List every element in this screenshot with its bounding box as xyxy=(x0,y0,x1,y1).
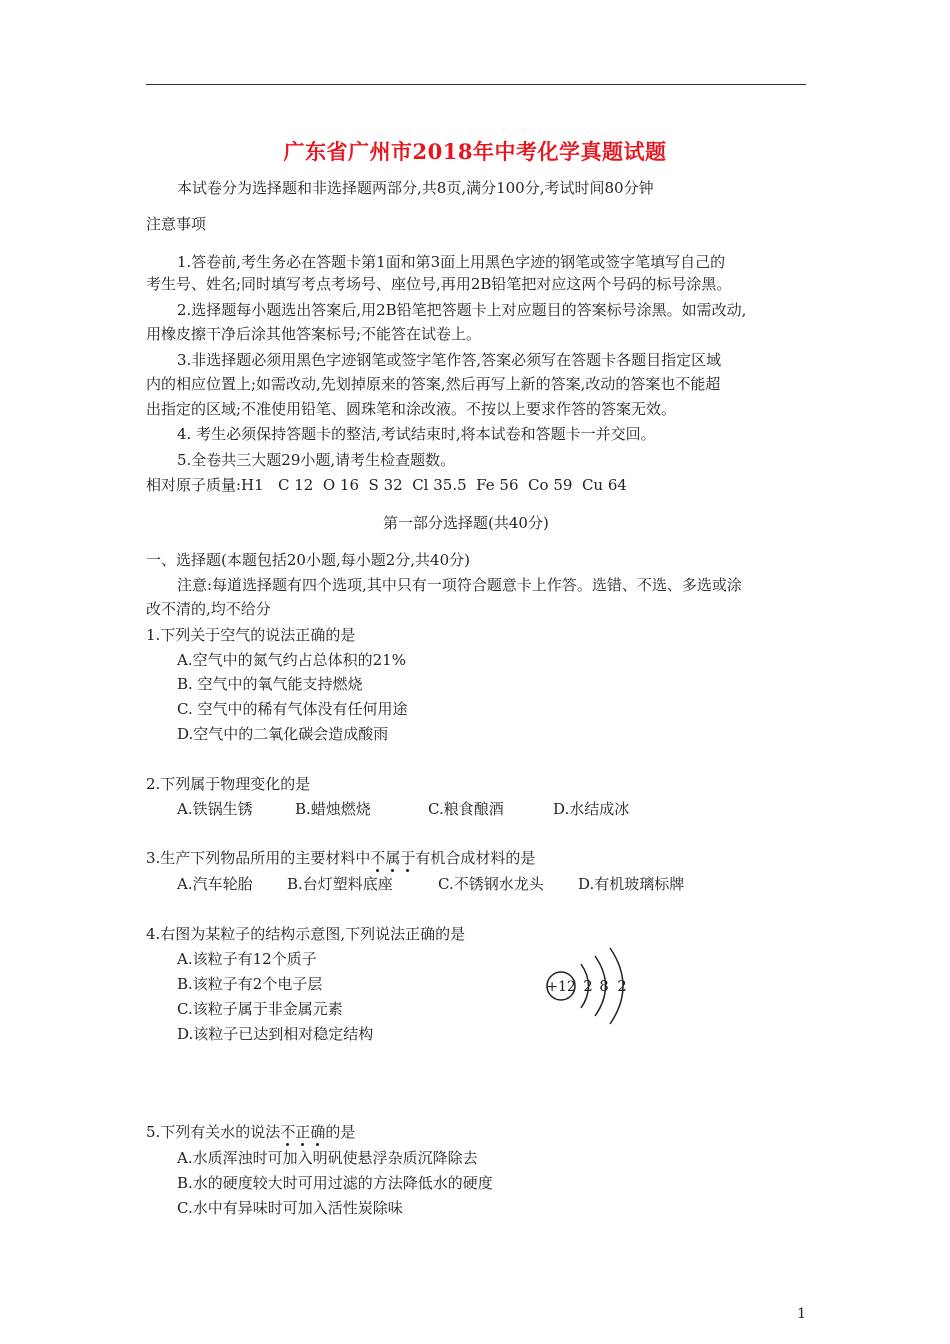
q1-option-c: C. 空气中的稀有气体没有任何用途 xyxy=(177,700,408,718)
q5-emphasis-2: 正 xyxy=(295,1123,311,1141)
header-rule xyxy=(146,84,806,85)
note-1b: 考生号、姓名;同时填写考点考场号、座位号,再用2B铅笔把对应这两个号码的标号涂黑。 xyxy=(146,275,732,293)
q5-stem-pre: 5.下列有关水的说法 xyxy=(146,1123,281,1141)
q5-option-a: A.水质浑浊时可加入明矾使悬浮杂质沉降除去 xyxy=(177,1149,478,1167)
q2-option-c: C.粮食酿酒 xyxy=(428,800,504,818)
section1-note-b: 改不清的,均不给分 xyxy=(146,600,271,618)
q5-option-c: C.水中有异味时可加入活性炭除味 xyxy=(177,1199,403,1217)
q4-stem: 4.右图为某粒子的结构示意图,下列说法正确的是 xyxy=(146,925,466,943)
q2-option-b: B.蜡烛燃烧 xyxy=(295,800,371,818)
q4-option-b: B.该粒子有2个电子层 xyxy=(177,975,323,993)
note-1a: 1.答卷前,考生务必在答题卡第1面和第3面上用黑色字迹的钢笔或签字笔填写自己的 xyxy=(177,253,726,271)
q3-option-a: A.汽车轮胎 xyxy=(177,875,253,893)
q2-option-a: A.铁锅生锈 xyxy=(177,800,253,818)
q4-option-d: D.该粒子已达到相对稳定结构 xyxy=(177,1025,374,1043)
atomic-mass-line: 相对原子质量:H1 C 12 O 16 S 32 Cl 35.5 Fe 56 Co 59 Cu 64 xyxy=(146,476,627,494)
shell-3-electrons: 2 xyxy=(617,977,627,995)
q5-stem xyxy=(146,1122,355,1142)
page-number: 1 xyxy=(797,1306,806,1322)
atom-structure-diagram xyxy=(540,944,640,1028)
q5-emphasis-3: 确 xyxy=(310,1123,326,1141)
q4-option-c: C.该粒子属于非金属元素 xyxy=(177,1000,343,1018)
shell-1-electrons: 2 xyxy=(583,977,593,995)
section1-note-a: 注意:每道选择题有四个选项,其中只有一项符合题意卡上作答。选错、不选、多选或涂 xyxy=(177,576,742,594)
q3-stem-post: 有机合成材料的是 xyxy=(415,849,536,867)
nucleus-charge: +12 xyxy=(546,979,576,995)
q3-stem xyxy=(146,848,535,868)
intro-text: 本试卷分为选择题和非选择题两部分,共8页,满分100分,考试时间80分钟 xyxy=(177,179,654,197)
note-2a: 2.选择题每小题选出答案后,用2B铅笔把答题卡上对应题目的答案标号涂黑。如需改动, xyxy=(177,301,747,319)
note-2b: 用橡皮擦干净后涂其他答案标号;不能答在试卷上。 xyxy=(146,325,482,343)
q3-emphasis-3: 于 xyxy=(400,849,416,867)
q3-emphasis-2: 属 xyxy=(385,849,401,867)
note-5: 5.全卷共三大题29小题,请考生检查题数。 xyxy=(177,451,456,469)
q1-option-b: B. 空气中的氧气能支持燃烧 xyxy=(177,675,363,693)
page-title: 广东省广州市2018年中考化学真题试题 xyxy=(283,139,667,164)
section1-heading: 一、选择题(本题包括20小题,每小题2分,共40分) xyxy=(146,551,470,569)
q3-emphasis-1: 不 xyxy=(370,849,386,867)
q1-option-a: A.空气中的氮气约占总体积的21% xyxy=(177,651,406,669)
shell-2-electrons: 8 xyxy=(599,977,609,995)
notice-heading: 注意事项 xyxy=(146,215,207,233)
q2-option-d: D.水结成冰 xyxy=(553,800,630,818)
q5-stem-post: 的是 xyxy=(325,1123,356,1141)
q2-stem: 2.下列属于物理变化的是 xyxy=(146,775,311,793)
note-4: 4. 考生必须保持答题卡的整洁,考试结束时,将本试卷和答题卡一并交回。 xyxy=(177,425,656,443)
note-3a: 3.非选择题必须用黑色字迹钢笔或签字笔作答,答案必须写在答题卡各题目指定区域 xyxy=(177,351,722,369)
q1-stem: 1.下列关于空气的说法正确的是 xyxy=(146,626,356,644)
q4-option-a: A.该粒子有12个质子 xyxy=(177,950,317,968)
part1-heading: 第一部分选择题(共40分) xyxy=(383,514,549,532)
q3-option-b: B.台灯塑料底座 xyxy=(287,875,393,893)
q3-option-d: D.有机玻璃标牌 xyxy=(578,875,685,893)
q5-emphasis-1: 不 xyxy=(280,1123,296,1141)
q5-option-b: B.水的硬度较大时可用过滤的方法降低水的硬度 xyxy=(177,1174,493,1192)
note-3c: 出指定的区域;不准使用铅笔、圆珠笔和涂改液。不按以上要求作答的答案无效。 xyxy=(146,400,677,418)
q3-option-c: C.不锈钢水龙头 xyxy=(438,875,544,893)
note-3b: 内的相应位置上;如需改动,先划掉原来的答案,然后再写上新的答案,改动的答案也不能超 xyxy=(146,375,721,393)
q3-stem-pre: 3.生产下列物品所用的主要材料中 xyxy=(146,849,371,867)
q1-option-d: D.空气中的二氧化碳会造成酸雨 xyxy=(177,725,389,743)
